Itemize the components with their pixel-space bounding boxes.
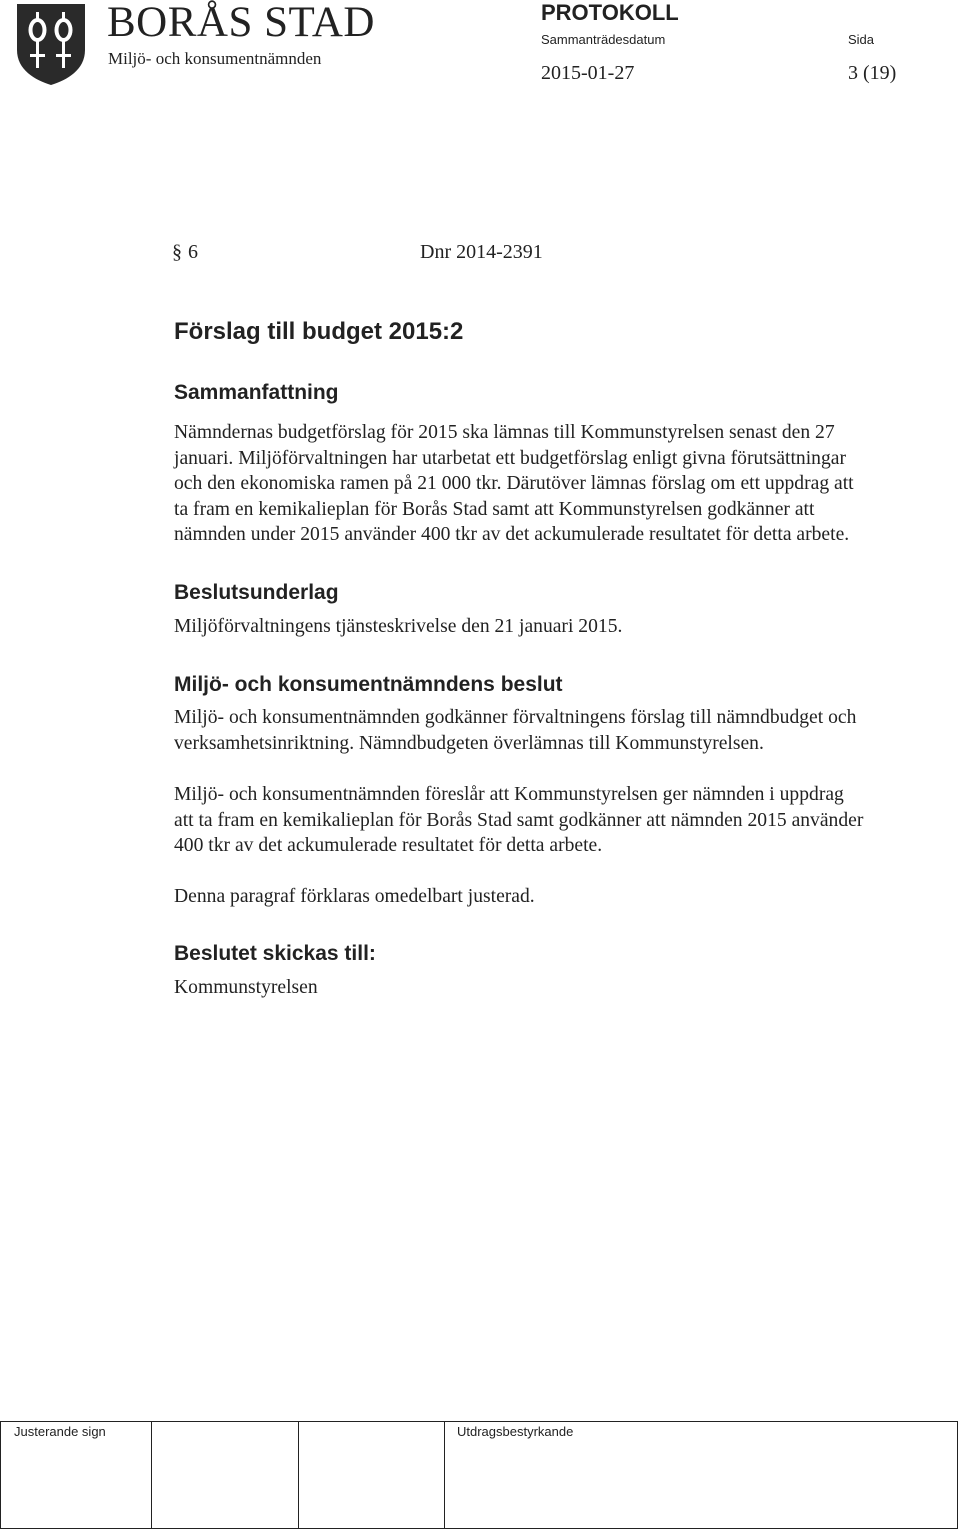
signature-table [0,1421,958,1529]
distribution-recipient: Kommunstyrelsen [174,977,318,998]
decision-paragraph-1 [174,705,954,756]
summary-line: Nämndernas budgetförslag för 2015 ska lämnas till Kommunstyrelsen senast den 27 [174,422,835,443]
summary-line: nämnden under 2015 använder 400 tkr av det ackumulerade resultatet för detta arbete. [174,524,850,545]
decision-basis-line: Miljöförvaltningens tjänsteskrivelse den 21 januari 2015. [174,616,623,637]
summary-text [174,420,954,548]
decision-paragraph-3 [174,884,954,910]
utdragsbestyrkande-label: Utdragsbestyrkande [457,1424,574,1439]
summary-line: januari. Miljöförvaltningen har utarbetat ett budgetförslag enligt givna förutsättningar [174,447,846,469]
utdragsbestyrkande-cell [444,1422,956,1528]
page-label: Sida [848,32,875,47]
meeting-date-value: 2015-01-27 [541,62,635,84]
decision-line: verksamhetsinriktning. Nämndbudgeten överlämnas till Kommunstyrelsen. [174,732,764,754]
decision-line: Miljö- och konsumentnämnden godkänner förvaltningens förslag till nämndbudget och [174,707,857,728]
org-name: BORÅS STAD [107,0,375,46]
table-divider [298,1422,299,1528]
boras-stad-coat-of-arms-logo [15,2,87,86]
decision-line: att ta fram en kemikalieplan för Borås Stad samt godkänner att nämnden 2015 använder [174,809,864,831]
justerande-sign-cell [1,1422,151,1528]
meeting-date-label: Sammanträdesdatum [541,32,666,47]
summary-line: och den ekonomiska ramen på 21 000 tkr. Därutöver lämnas förslag om ett uppdrag att [174,473,854,494]
distribution-list [174,975,954,1001]
decision-paragraph-2 [174,782,954,859]
decision-heading: Miljö- och konsumentnämndens beslut [174,673,563,696]
org-subtitle: Miljö- och konsumentnämnden [108,49,322,68]
decision-line: Miljö- och konsumentnämnden föreslår att Kommunstyrelsen ger nämnden i uppdrag [174,784,844,805]
summary-line: ta fram en kemikalieplan för Borås Stad samt att Kommunstyrelsen godkänner att [174,498,815,520]
decision-basis-heading: Beslutsunderlag [174,581,339,604]
table-divider [151,1422,152,1528]
distribution-heading: Beslutet skickas till: [174,942,376,965]
decision-line: Denna paragraf förklaras omedelbart justerad. [174,886,535,907]
decision-line: 400 tkr av det ackumulerade resultatet för detta arbete. [174,835,603,856]
summary-heading: Sammanfattning [174,381,339,404]
section-number: 6 [188,241,198,263]
justerande-sign-label: Justerande sign [14,1424,106,1439]
page-number-value: 3 (19) [848,62,897,84]
diary-number: Dnr 2014-2391 [420,241,543,263]
document-type: PROTOKOLL [541,0,679,25]
decision-basis-text [174,614,954,640]
page-title: Förslag till budget 2015:2 [174,318,464,345]
section-symbol: § [172,241,182,263]
